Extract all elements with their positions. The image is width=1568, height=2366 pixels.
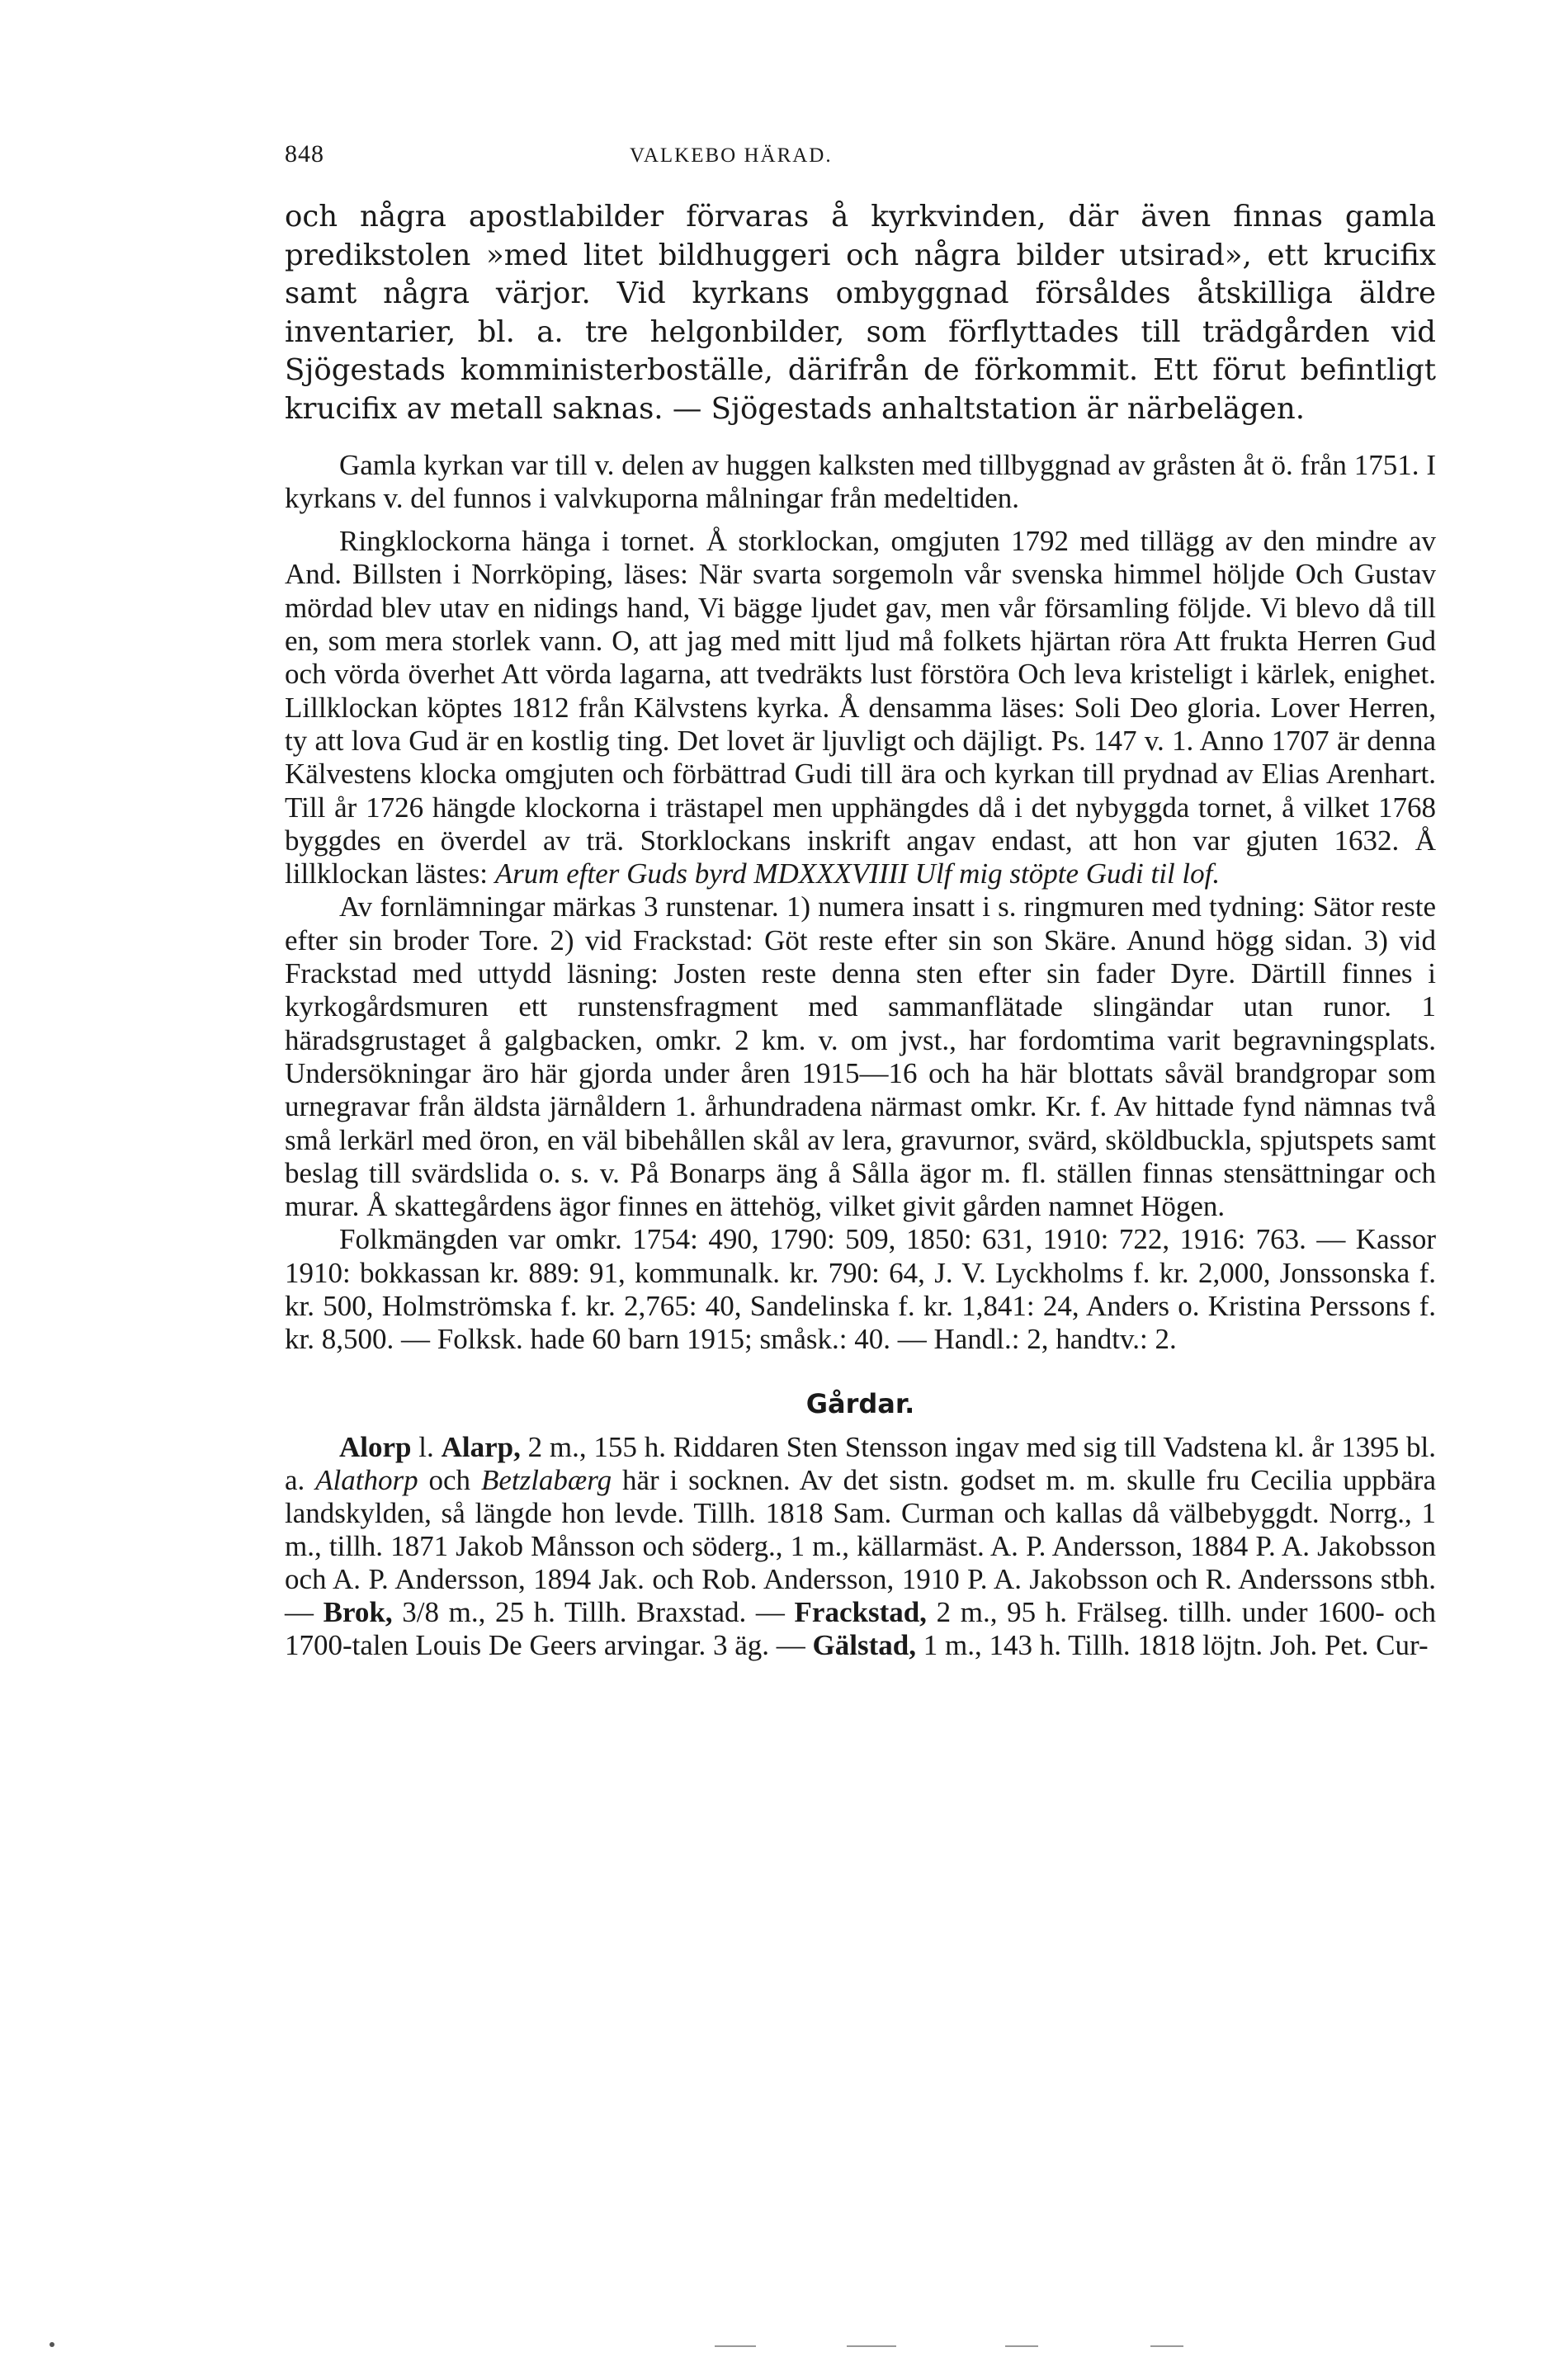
farm-alorp-l: l. — [411, 1430, 442, 1463]
farm-alorp-text-3: här i socknen. Av det sistn. godset m. m. skulle fru Cecilia uppbära landskylden, så längde hon levde. Tillh. 1818 Sam. Curman och kallas då välbebyggdt. Norrg., 1 m., tillh. 1871 Jakob Månsson och söderg., 1 m., källarmäst. A. P. Andersson, 1884 P. A. Jakobsson och A. P. Andersson, 1894 Jak. och Rob. Andersson, 1910 P. A. Jakobsson och R. Anderssons stbh. — — [285, 1463, 1436, 1628]
bells-text: Ringklockorna hänga i tornet. Å storklockan, omgjuten 1792 med tillägg av den mindre av And. Billsten i Norrköping, läses: När svarta sorgemoln vår svenska himmel höljde Och Gustav mördad blev utav en nidings hand, Vi bägge ljudet gav, men vår församling följde. Vi blevo då till en, som mera storlek vann. O, att jag med mitt ljud må folkets hjärtan röra Att frukta Herren Gud och vörda överhet Att vörda lagarna, att tvedräkts lust förstöra Och leva kristeligt i kärlek, enighet. Lillklockan köptes 1812 från Kälvstens kyrka. Å densamma läses: Soli Deo gloria. Lover Herren, ty att lova Gud är en kostlig ting. Det lovet är ljuvligt och däjligt. Ps. 147 v. 1. Anno 1707 är denna Kälvestens klocka omgjuten och förbättrad Gudi till ära och kyrkan till prydnad av Elias Arenhart. Till år 1726 hängde klockorna i trästapel men upphängdes då i det nybyggda tornet, å vilket 1768 byggdes en överdel av trä. Storklockans inskrift angav endast, att hon var gjuten 1632. Å lillklockan lästes: — [285, 525, 1436, 890]
bells-inscription: Arum efter Guds byrd MDXXXVIIII Ulf mig stöpte Gudi til lof. — [494, 857, 1221, 890]
farm-brok-text: 3/8 m., 25 h. Tillh. Braxstad. — — [392, 1595, 795, 1628]
farm-name-alorp: Alorp — [339, 1430, 412, 1463]
book-page — [285, 140, 1436, 1662]
farm-alorp-text-2: och — [418, 1463, 481, 1496]
farm-name-brok: Brok, — [323, 1595, 393, 1628]
farm-alorp-italic-2: Betzlabærg — [480, 1463, 612, 1496]
scan-mark — [1150, 2345, 1183, 2347]
farm-alorp-text-1: 2 m., 155 h. Riddaren Sten Stensson ingav med sig till Vadstena kl. år 1395 bl. a. — [285, 1430, 1436, 1496]
farm-alorp-italic-1: Alathorp — [315, 1463, 418, 1496]
paragraph-population: Folkmängden var omkr. 1754: 490, 1790: 509, 1850: 631, 1910: 722, 1916: 763. — Kassor 1910: bokkassan kr. 889: 91, kommunalk. kr. 790: 64, J. V. Lyckholms f. kr. 2,000, Jonssonska f. kr. 500, Holmströmska f. kr. 2,765: 40, Sandelinska f. kr. 1,841: 24, Anders o. Kristina Perssons f. kr. 8,500. — Folksk. hade 60 barn 1915; småsk.: 40. — Handl.: 2, handtv.: 2. — [285, 1223, 1436, 1356]
scan-mark — [1005, 2345, 1038, 2347]
farm-frackstad-text: 2 m., 95 h. Frälseg. tillh. under 1600- och 1700-talen Louis De Geers arvingar. 3 äg. — — [285, 1595, 1436, 1661]
farm-name-galstad: Gälstad, — [812, 1628, 916, 1661]
scan-mark — [847, 2345, 896, 2347]
page-number: 848 — [285, 140, 324, 168]
farm-galstad-text: 1 m., 143 h. Tillh. 1818 löjtn. Joh. Pet. Cur- — [916, 1628, 1429, 1661]
scan-dot — [50, 2342, 54, 2347]
farm-name-frackstad: Frackstad, — [794, 1595, 927, 1628]
running-head: VALKEBO HÄRAD. — [630, 144, 833, 167]
lead-paragraph: och några apostlabilder förvaras å kyrkvinden, där även finnas gamla predikstolen »med litet bildhuggeri och några bilder utsirad», ett krucifix samt några värjor. Vid kyrkans ombyggnad försåldes åtskilliga äldre inventarier, bl. a. tre helgonbilder, som förflyttades till trädgården vid Sjögestads komministerboställe, därifrån de förkommit. Ett förut befintligt krucifix av metall saknas. — Sjögestads anhaltstation är närbelägen. — [285, 200, 1436, 426]
page-header — [285, 140, 1436, 190]
section-heading: Gårdar. — [805, 1387, 915, 1419]
paragraph-bells — [285, 525, 1436, 890]
farms-paragraph — [285, 1431, 1436, 1662]
scan-edge-marks — [50, 2340, 1518, 2352]
paragraph-old-church: Gamla kyrkan var till v. delen av huggen kalksten med tillbyggnad av gråsten åt ö. från 1751. I kyrkans v. del funnos i valvkuporna målningar från medeltiden. — [285, 448, 1436, 514]
farm-name-alarp: Alarp, — [441, 1430, 521, 1463]
scan-mark — [715, 2345, 756, 2347]
paragraph-antiquities: Av fornlämningar märkas 3 runstenar. 1) numera insatt i s. ringmuren med tydning: Sätor reste efter sin broder Tore. 2) vid Frackstad: Göt reste efter sin son Skäre. Anund högg sidan. 3) vid Frackstad med uttydd läsning: Josten reste denna sten efter sin fader Dyre. Därtill finnes i kyrkogårdsmuren ett runstensfragment med sammanflätade slingändar utan runor. 1 häradsgrustaget å galgbacken, omkr. 2 km. v. om jvst., har fordomtima varit begravningsplats. Undersökningar äro här gjorda under åren 1915—16 och ha här blottats såväl brandgropar som urnegravar från äldsta järnåldern 1. århundradena närmast omkr. Kr. f. Av hittade fynd nämnas två små lerkärl med öron, en väl bibehållen skål av lera, gravurnor, svärd, sköldbuckla, spjutspets samt beslag till svärdslida o. s. v. På Bonarps äng å Sålla ägor m. fl. ställen finnas stensättningar och murar. Å skattegårdens ägor finnes en ättehög, vilket givit gården namnet Högen. — [285, 890, 1436, 1223]
